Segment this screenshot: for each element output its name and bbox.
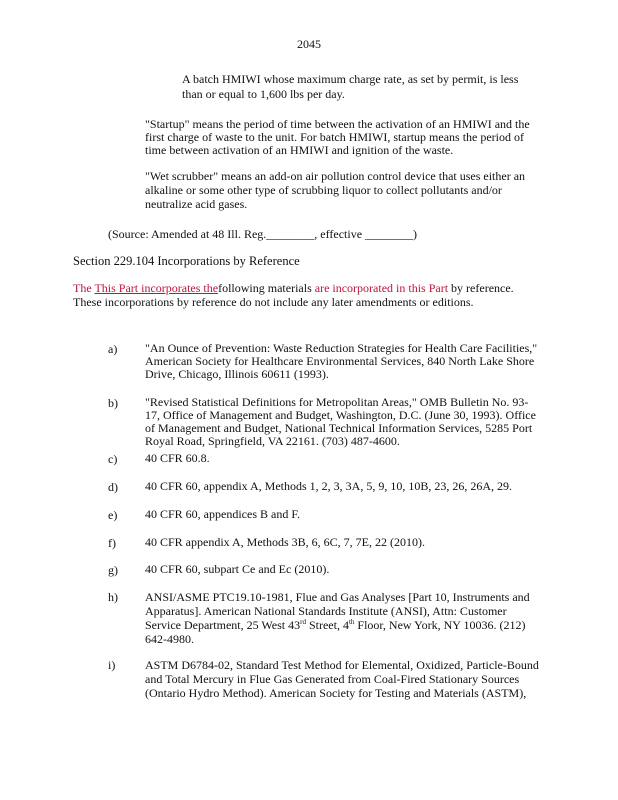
intro-text: These incorporations by reference do not include any later amendments or editions.: [73, 295, 474, 309]
list-item: [145, 508, 300, 521]
list-item: [145, 452, 210, 465]
text-line: "Startup" means the period of time between the activation of an HMIWI and the: [145, 117, 530, 131]
text-line: 17, Office of Management and Budget, Washington, D.C. (June 30, 1993). Office: [145, 408, 536, 422]
item-line: Apparatus]. American National Standards Institute (ANSI), Attn: Customer: [145, 604, 507, 618]
text-line: alkaline or some other type of scrubbing liquor to collect pollutants and/or: [145, 183, 502, 197]
source-note: (Source: Amended at 48 Ill. Reg.________, effective ________): [108, 227, 418, 241]
text-line: 40 CFR 60, subpart Ce and Ec (2010).: [145, 562, 330, 576]
item-h-text: [145, 590, 530, 646]
text-line: American Society for Healthcare Environmental Services, 840 North Lake Shore: [145, 354, 535, 368]
item-label: e): [108, 508, 118, 522]
item-label: f): [108, 536, 116, 550]
inserted-text: This Part incorporates the: [94, 281, 219, 295]
item-line: ANSI/ASME PTC19.10-1981, Flue and Gas Analyses [Part 10, Instruments and: [145, 590, 530, 604]
text-line: 40 CFR 60.8.: [145, 451, 210, 465]
definition-batch-hmiwi: [182, 72, 518, 102]
list-item: [145, 342, 537, 381]
text-line: "Wet scrubber" means an add-on air pollution control device that uses either an: [145, 169, 526, 183]
text-line: A batch HMIWI whose maximum charge rate, as set by permit, is less: [182, 72, 519, 86]
item-label: b): [108, 396, 118, 410]
definition-startup: [145, 118, 530, 157]
text-line: Royal Road, Springfield, VA 22161. (703) 487-4600.: [145, 434, 400, 448]
item-label: d): [108, 480, 118, 494]
text-line: Drive, Chicago, Illinois 60611 (1993).: [145, 367, 329, 381]
text: Service Department, 25 West 43: [145, 618, 301, 632]
item-label: i): [108, 658, 116, 672]
item-line: [145, 618, 530, 632]
superscript: rd: [300, 618, 306, 626]
text: Street, 4: [305, 618, 349, 632]
text-line: 40 CFR appendix A, Methods 3B, 6, 6C, 7, 7E, 22 (2010).: [145, 535, 426, 549]
text-line: of Management and Budget, National Technical Information Services, 5285 Port: [145, 421, 533, 435]
text-line: neutralize acid gases.: [145, 197, 248, 211]
text-line: 40 CFR 60, appendix A, Methods 1, 2, 3, 3A, 5, 9, 10, 10B, 23, 26, 26A, 29.: [145, 479, 513, 493]
text-line: time between activation of an HMIWI and ignition of the waste.: [145, 143, 454, 157]
item-label: a): [108, 342, 118, 356]
text-line: "Revised Statistical Definitions for Metropolitan Areas," OMB Bulletin No. 93-: [145, 395, 529, 409]
list-item: [145, 536, 425, 549]
text-line: (Ontario Hydro Method). American Society for Testing and Materials (ASTM),: [145, 686, 527, 700]
item-i-text: [145, 658, 539, 700]
definition-wet-scrubber: [145, 169, 525, 211]
item-label: g): [108, 563, 118, 577]
text-line: than or equal to 1,600 lbs per day.: [182, 87, 345, 101]
item-line: 642-4980.: [145, 632, 194, 646]
intro-paragraph: [73, 281, 514, 309]
text-line: 40 CFR 60, appendices B and F.: [145, 507, 301, 521]
list-item: [145, 563, 329, 576]
superscript: th: [348, 618, 355, 626]
text: Floor, New York, NY 10036. (212): [354, 618, 526, 632]
text-line: ASTM D6784-02, Standard Test Method for Elemental, Oxidized, Particle-Bound: [145, 658, 539, 672]
text-line: and Total Mercury in Flue Gas Generated from Coal-Fired Stationary Sources: [145, 672, 520, 686]
item-label: c): [108, 452, 118, 466]
text-line: "An Ounce of Prevention: Waste Reduction Strategies for Health Care Facilities,": [145, 341, 538, 355]
intro-text: following materials: [218, 281, 315, 295]
intro-text: by reference.: [448, 281, 514, 295]
item-label: h): [108, 590, 118, 604]
list-item: [145, 480, 512, 493]
deleted-text: are incorporated in this Part: [314, 281, 449, 295]
list-item: [145, 396, 536, 448]
text-line: first charge of waste to the unit. For batch HMIWI, startup means the period of: [145, 130, 525, 144]
page-number: 2045: [297, 37, 321, 51]
deleted-text: The: [73, 281, 95, 295]
section-heading: Section 229.104 Incorporations by Reference: [73, 254, 300, 268]
